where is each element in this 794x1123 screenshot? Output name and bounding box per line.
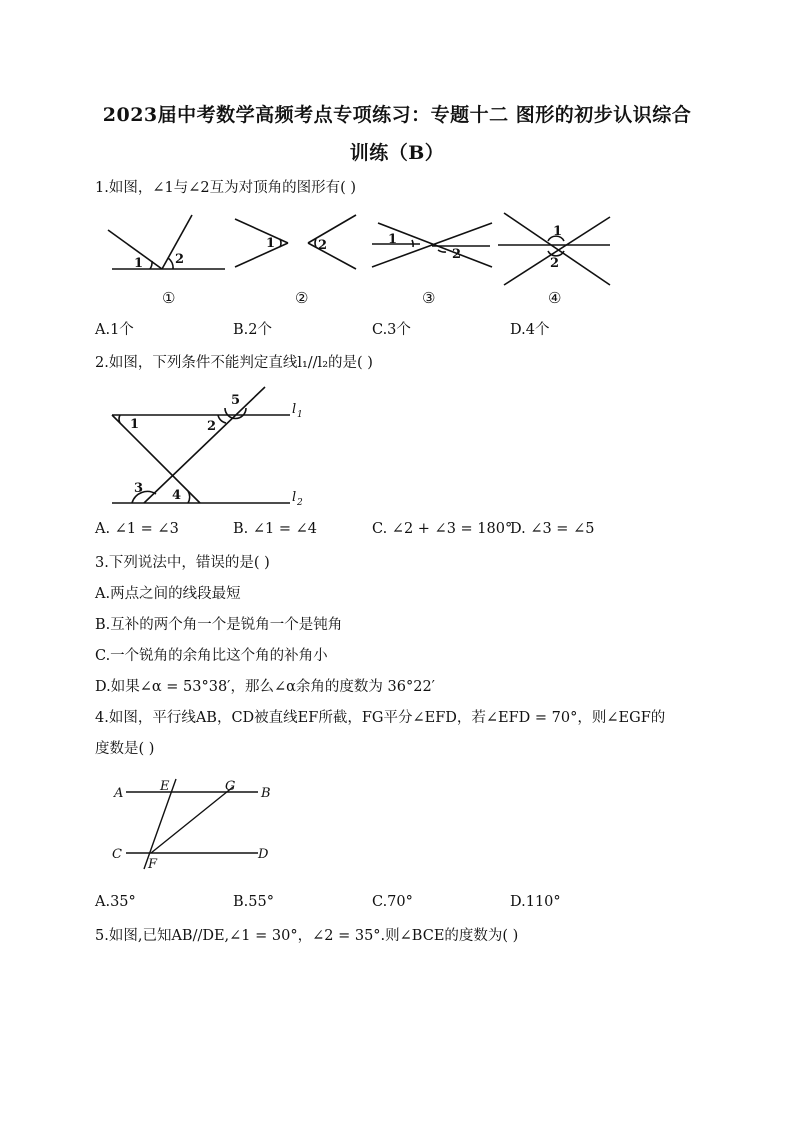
title-line-2: 训练（B） xyxy=(349,142,445,164)
fig-label-1: ① xyxy=(162,289,176,307)
q1-option-a: A.1个 xyxy=(95,322,134,338)
q2-option-b: B. ∠1 = ∠4 xyxy=(233,521,317,537)
svg-text:5: 5 xyxy=(231,393,241,408)
q2-option-c: C. ∠2 + ∠3 = 180° xyxy=(372,521,513,537)
svg-text:1: 1 xyxy=(553,224,563,239)
q4-option-c: C.70° xyxy=(372,894,413,910)
q1-figures xyxy=(100,205,620,310)
svg-text:1: 1 xyxy=(297,410,303,420)
q5-stem: 5.如图,已知AB//DE,∠1 = 30°，∠2 = 35°.则∠BCE的度数为( ) xyxy=(95,928,519,944)
svg-text:F: F xyxy=(148,857,158,872)
svg-text:A: A xyxy=(114,786,124,801)
svg-text:2: 2 xyxy=(452,247,462,262)
q1-option-d: D.4个 xyxy=(510,322,550,338)
svg-text:1: 1 xyxy=(130,417,140,432)
q1-option-b: B.2个 xyxy=(233,322,272,338)
svg-text:C: C xyxy=(112,847,122,862)
q4-option-a: A.35° xyxy=(95,894,136,910)
title-line-1: 2023届中考数学高频考点专项练习：专题十二 图形的初步认识综合 xyxy=(102,104,692,126)
svg-text:2: 2 xyxy=(297,498,303,508)
q3-option-c: C.一个锐角的余角比这个角的补角小 xyxy=(95,648,328,664)
fig-label-3: ③ xyxy=(422,289,436,307)
svg-text:E: E xyxy=(160,779,170,794)
q2-stem: 2.如图，下列条件不能判定直线l₁//l₂的是( ) xyxy=(95,355,373,371)
svg-text:D: D xyxy=(258,847,269,862)
svg-text:4: 4 xyxy=(172,488,182,503)
q2-option-d: D. ∠3 = ∠5 xyxy=(510,521,595,537)
q2-figure xyxy=(100,382,315,512)
svg-text:2: 2 xyxy=(550,256,560,271)
q2-option-a: A. ∠1 = ∠3 xyxy=(95,521,179,537)
q4-stem-line1: 4.如图，平行线AB，CD被直线EF所截，FG平分∠EFD，若∠EFD = 70°，则∠EGF的 xyxy=(95,710,666,726)
q3-option-d: D.如果∠α = 53°38′，那么∠α余角的度数为 36°22′ xyxy=(95,679,435,695)
svg-text:2: 2 xyxy=(175,252,185,267)
q4-option-d: D.110° xyxy=(510,894,561,910)
svg-text:l: l xyxy=(292,490,297,505)
q3-option-b: B.互补的两个角一个是锐角一个是钝角 xyxy=(95,617,343,633)
svg-text:G: G xyxy=(225,779,236,794)
svg-text:2: 2 xyxy=(318,238,328,253)
q1-stem: 1.如图，∠1与∠2互为对顶角的图形有( ) xyxy=(95,180,357,196)
svg-text:3: 3 xyxy=(134,481,144,496)
fig-label-2: ② xyxy=(295,289,309,307)
svg-text:2: 2 xyxy=(207,419,217,434)
q4-stem-line2: 度数是( ) xyxy=(95,741,155,757)
svg-text:l: l xyxy=(292,402,297,417)
q3-stem: 3.下列说法中，错误的是( ) xyxy=(95,555,270,571)
svg-text:B: B xyxy=(261,786,271,801)
svg-text:1: 1 xyxy=(266,236,276,251)
q4-option-b: B.55° xyxy=(233,894,274,910)
q1-option-c: C.3个 xyxy=(372,322,411,338)
q3-option-a: A.两点之间的线段最短 xyxy=(95,586,241,602)
fig-label-4: ④ xyxy=(548,289,562,307)
svg-text:1: 1 xyxy=(134,256,144,271)
svg-text:1: 1 xyxy=(388,232,398,247)
q4-figure xyxy=(108,775,278,870)
